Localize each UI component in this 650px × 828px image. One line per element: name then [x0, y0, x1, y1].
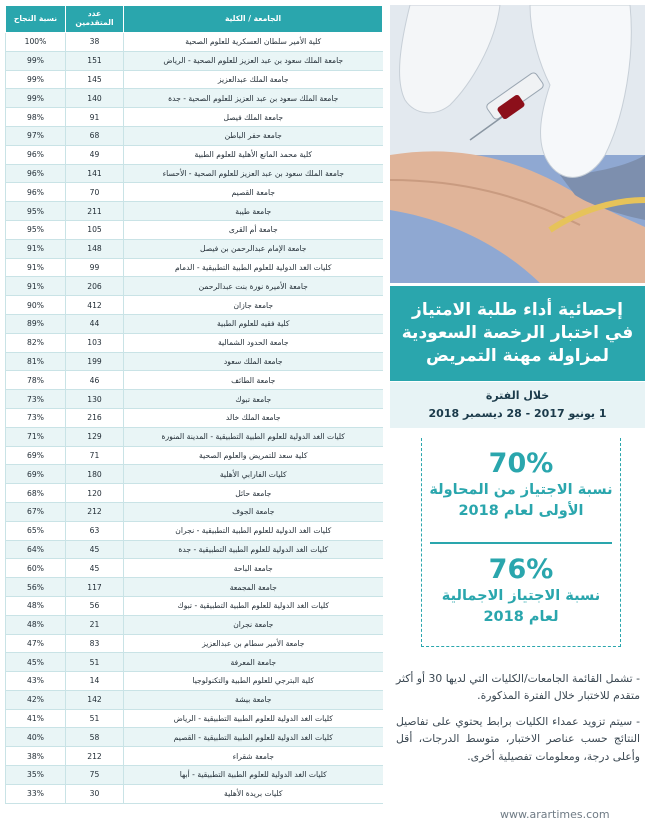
cell-university: كليات الغد الدولية للعلوم الطبية التطبيقية - جدة	[124, 540, 383, 559]
table-body	[6, 33, 383, 804]
cell-university: كليات الفارابي الأهلية	[124, 465, 383, 484]
cell-university: كليات الغد الدولية للعلوم الطبية التطبيقية - القصيم	[124, 728, 383, 747]
table-row	[6, 314, 383, 333]
cell-applicants: 216	[66, 408, 124, 427]
note-2: - سيتم تزويد عمداء الكليات برابط يحتوي على تفاصيل النتائج حسب عناصر الاختبار، متوسط الدرجات، أقل وأعلى درجة، ومعلومات تفصيلية أخرى.	[396, 714, 640, 763]
cell-pass-rate: 47%	[6, 634, 66, 653]
cell-pass-rate: 65%	[6, 521, 66, 540]
cell-applicants: 45	[66, 559, 124, 578]
cell-pass-rate: 97%	[6, 126, 66, 145]
cell-applicants: 180	[66, 465, 124, 484]
cell-pass-rate: 100%	[6, 33, 66, 52]
cell-university: جامعة طيبة	[124, 202, 383, 221]
table-row	[6, 596, 383, 615]
header-pass-rate: نسبة النجاح	[6, 6, 66, 33]
cell-applicants: 140	[66, 89, 124, 108]
title-line-3: لمزاولة مهنة التمريض	[426, 345, 609, 366]
overall-stat	[422, 554, 620, 628]
table-row	[6, 296, 383, 315]
cell-pass-rate: 48%	[6, 615, 66, 634]
cell-pass-rate: 45%	[6, 653, 66, 672]
cell-university: كليات الغد الدولية للعلوم الطبية التطبيقية - الرياض	[124, 709, 383, 728]
table-header-row	[6, 6, 383, 33]
infographic-title	[390, 286, 645, 381]
cell-applicants: 58	[66, 728, 124, 747]
table-row	[6, 465, 383, 484]
cell-university: جامعة المجمعة	[124, 578, 383, 597]
overall-percent: 76%	[488, 554, 554, 585]
table-row	[6, 502, 383, 521]
table-row	[6, 333, 383, 352]
table-row	[6, 408, 383, 427]
cell-university: جامعة القصيم	[124, 183, 383, 202]
cell-applicants: 148	[66, 239, 124, 258]
cell-applicants: 412	[66, 296, 124, 315]
cell-pass-rate: 99%	[6, 70, 66, 89]
table-row	[6, 521, 383, 540]
table-row	[6, 126, 383, 145]
table-row	[6, 145, 383, 164]
cell-university: جامعة الباحة	[124, 559, 383, 578]
cell-university: جامعة الملك خالد	[124, 408, 383, 427]
cell-pass-rate: 96%	[6, 145, 66, 164]
cell-pass-rate: 89%	[6, 314, 66, 333]
cell-pass-rate: 40%	[6, 728, 66, 747]
cell-pass-rate: 33%	[6, 784, 66, 803]
cell-university: كليات الغد الدولية للعلوم الطبية التطبيقية - تبوك	[124, 596, 383, 615]
cell-applicants: 103	[66, 333, 124, 352]
cell-applicants: 68	[66, 126, 124, 145]
cell-university: كليات الغد الدولية للعلوم الطبية التطبيقية - الدمام	[124, 258, 383, 277]
table-row	[6, 239, 383, 258]
cell-applicants: 75	[66, 766, 124, 785]
table-row	[6, 747, 383, 766]
cell-university: جامعة الملك سعود بن عبد العزيز للعلوم الصحية - الأحساء	[124, 164, 383, 183]
cell-university: كليات الغد الدولية للعلوم الطبية التطبيقية - المدينة المنورة	[124, 427, 383, 446]
cell-applicants: 46	[66, 371, 124, 390]
cell-pass-rate: 98%	[6, 108, 66, 127]
table-row	[6, 709, 383, 728]
cell-pass-rate: 35%	[6, 766, 66, 785]
table-row	[6, 728, 383, 747]
cell-applicants: 44	[66, 314, 124, 333]
cell-pass-rate: 69%	[6, 446, 66, 465]
pass-rate-table	[5, 5, 383, 804]
cell-applicants: 211	[66, 202, 124, 221]
cell-applicants: 105	[66, 220, 124, 239]
cell-applicants: 141	[66, 164, 124, 183]
cell-applicants: 51	[66, 653, 124, 672]
cell-university: جامعة الملك سعود بن عبد العزيز للعلوم الصحية - الرياض	[124, 51, 383, 70]
cell-applicants: 38	[66, 33, 124, 52]
table-row	[6, 484, 383, 503]
table-row	[6, 371, 383, 390]
cell-university: جامعة الملك فيصل	[124, 108, 383, 127]
table-row	[6, 258, 383, 277]
table-row	[6, 578, 383, 597]
table-row	[6, 690, 383, 709]
table-row	[6, 559, 383, 578]
first-attempt-label-2: الأولى لعام 2018	[458, 503, 584, 520]
blood-draw-illustration	[390, 5, 645, 283]
notes	[396, 670, 640, 773]
first-attempt-label-1: نسبة الاجتياز من المحاولة	[429, 482, 613, 499]
table-row	[6, 615, 383, 634]
cell-university: كلية الأمير سلطان العسكرية للعلوم الصحية	[124, 33, 383, 52]
cell-university: جامعة حفر الباطن	[124, 126, 383, 145]
cell-university: جامعة جازان	[124, 296, 383, 315]
cell-pass-rate: 91%	[6, 258, 66, 277]
cell-pass-rate: 78%	[6, 371, 66, 390]
cell-pass-rate: 68%	[6, 484, 66, 503]
header-university: الجامعة / الكلية	[124, 6, 383, 33]
cell-applicants: 51	[66, 709, 124, 728]
table-row	[6, 352, 383, 371]
cell-applicants: 49	[66, 145, 124, 164]
cell-applicants: 117	[66, 578, 124, 597]
cell-pass-rate: 69%	[6, 465, 66, 484]
cell-pass-rate: 81%	[6, 352, 66, 371]
cell-pass-rate: 41%	[6, 709, 66, 728]
cell-university: كلية البترجي للعلوم الطبية والتكنولوجيا	[124, 672, 383, 691]
watermark: www.arartimes.com	[500, 808, 610, 821]
overall-label-1: نسبة الاجتياز الاجمالية	[441, 588, 601, 605]
table-row	[6, 390, 383, 409]
cell-applicants: 151	[66, 51, 124, 70]
table-row	[6, 766, 383, 785]
table-row	[6, 108, 383, 127]
cell-applicants: 142	[66, 690, 124, 709]
cell-university: جامعة شقراء	[124, 747, 383, 766]
cell-pass-rate: 73%	[6, 408, 66, 427]
cell-applicants: 145	[66, 70, 124, 89]
cell-applicants: 130	[66, 390, 124, 409]
cell-applicants: 120	[66, 484, 124, 503]
table-row	[6, 70, 383, 89]
cell-pass-rate: 91%	[6, 239, 66, 258]
cell-applicants: 70	[66, 183, 124, 202]
cell-university: جامعة نجران	[124, 615, 383, 634]
cell-university: كليات الغد الدولية للعلوم الطبية التطبيقية - أبها	[124, 766, 383, 785]
cell-university: كلية محمد المانع الأهلية للعلوم الطبية	[124, 145, 383, 164]
cell-pass-rate: 42%	[6, 690, 66, 709]
cell-pass-rate: 56%	[6, 578, 66, 597]
cell-applicants: 21	[66, 615, 124, 634]
table-row	[6, 164, 383, 183]
cell-applicants: 14	[66, 672, 124, 691]
title-line-1: إحصائية أداء طلبة الامتياز	[412, 300, 623, 321]
cell-pass-rate: 82%	[6, 333, 66, 352]
cell-pass-rate: 99%	[6, 89, 66, 108]
cell-pass-rate: 67%	[6, 502, 66, 521]
cell-applicants: 91	[66, 108, 124, 127]
cell-university: جامعة الأمير سطام بن عبدالعزيز	[124, 634, 383, 653]
first-attempt-stat	[422, 448, 620, 522]
header-applicants: عدد المتقدمين	[66, 6, 124, 33]
stats-box	[421, 438, 621, 647]
table-row	[6, 277, 383, 296]
table-row	[6, 653, 383, 672]
cell-applicants: 45	[66, 540, 124, 559]
cell-pass-rate: 73%	[6, 390, 66, 409]
table-row	[6, 220, 383, 239]
cell-pass-rate: 60%	[6, 559, 66, 578]
cell-pass-rate: 95%	[6, 202, 66, 221]
table-row	[6, 33, 383, 52]
cell-pass-rate: 96%	[6, 164, 66, 183]
blood-draw-photo	[390, 5, 645, 283]
cell-university: جامعة أم القرى	[124, 220, 383, 239]
cell-applicants: 212	[66, 747, 124, 766]
cell-pass-rate: 91%	[6, 277, 66, 296]
cell-university: جامعة بيشة	[124, 690, 383, 709]
period-label: خلال الفترة	[485, 389, 550, 403]
cell-university: جامعة تبوك	[124, 390, 383, 409]
cell-applicants: 71	[66, 446, 124, 465]
cell-applicants: 63	[66, 521, 124, 540]
cell-applicants: 56	[66, 596, 124, 615]
table-row	[6, 672, 383, 691]
cell-university: جامعة الإمام عبدالرحمن بن فيصل	[124, 239, 383, 258]
cell-university: جامعة الحدود الشمالية	[124, 333, 383, 352]
cell-university: جامعة الأميرة نورة بنت عبدالرحمن	[124, 277, 383, 296]
table-row	[6, 183, 383, 202]
cell-university: جامعة الملك سعود	[124, 352, 383, 371]
note-1: - تشمل القائمة الجامعات/الكليات التي لديها 30 أو أكثر متقدم للاختبار خلال الفترة المذكورة.	[396, 672, 640, 703]
cell-university: كلية فقيه للعلوم الطبية	[124, 314, 383, 333]
table-row	[6, 540, 383, 559]
stats-divider	[430, 542, 612, 544]
cell-university: كلية سعد للتمريض والعلوم الصحية	[124, 446, 383, 465]
cell-pass-rate: 71%	[6, 427, 66, 446]
title-line-2: في اختبار الرخصة السعودية	[401, 323, 634, 344]
cell-pass-rate: 48%	[6, 596, 66, 615]
cell-applicants: 30	[66, 784, 124, 803]
cell-pass-rate: 43%	[6, 672, 66, 691]
table-row	[6, 51, 383, 70]
cell-university: جامعة حائل	[124, 484, 383, 503]
period-box	[390, 382, 645, 428]
cell-pass-rate: 96%	[6, 183, 66, 202]
cell-university: كليات بريدة الأهلية	[124, 784, 383, 803]
cell-applicants: 99	[66, 258, 124, 277]
cell-pass-rate: 99%	[6, 51, 66, 70]
table-row	[6, 784, 383, 803]
cell-university: جامعة الجوف	[124, 502, 383, 521]
overall-label-2: لعام 2018	[483, 609, 559, 626]
cell-pass-rate: 64%	[6, 540, 66, 559]
table-row	[6, 446, 383, 465]
cell-university: جامعة الملك عبدالعزيز	[124, 70, 383, 89]
cell-pass-rate: 95%	[6, 220, 66, 239]
cell-university: جامعة الملك سعود بن عبد العزيز للعلوم الصحية - جدة	[124, 89, 383, 108]
cell-applicants: 199	[66, 352, 124, 371]
cell-pass-rate: 38%	[6, 747, 66, 766]
cell-applicants: 83	[66, 634, 124, 653]
cell-university: جامعة المعرفة	[124, 653, 383, 672]
table-row	[6, 634, 383, 653]
table-row	[6, 427, 383, 446]
cell-university: جامعة الطائف	[124, 371, 383, 390]
cell-applicants: 212	[66, 502, 124, 521]
cell-university: كليات الغد الدولية للعلوم الطبية التطبيقية - نجران	[124, 521, 383, 540]
table-row	[6, 202, 383, 221]
cell-pass-rate: 90%	[6, 296, 66, 315]
cell-applicants: 206	[66, 277, 124, 296]
cell-applicants: 129	[66, 427, 124, 446]
table-row	[6, 89, 383, 108]
first-attempt-percent: 70%	[488, 448, 554, 479]
period-range: 1 يونيو 2017 - 28 ديسمبر 2018	[428, 407, 607, 420]
